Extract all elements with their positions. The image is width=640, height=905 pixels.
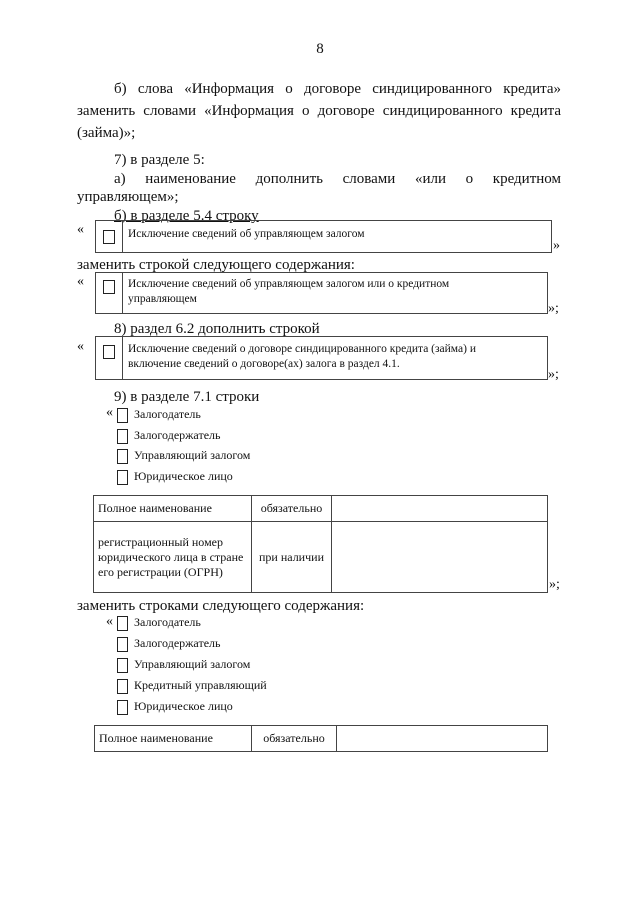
row-text: Исключение сведений об управляющем залогом bbox=[128, 228, 365, 240]
table-cell-value[interactable] bbox=[337, 726, 548, 752]
item8-heading: 8) раздел 6.2 дополнить строкой bbox=[114, 321, 320, 337]
row-text-line2: управляющем bbox=[128, 293, 197, 305]
old-checkbox-row bbox=[117, 447, 250, 464]
table-cell-value[interactable] bbox=[332, 522, 548, 593]
row-text-line1: Исключение сведений об управляющем залогом или о кредитном bbox=[128, 278, 450, 290]
table-row bbox=[95, 726, 548, 752]
checkbox-label: Управляющий залогом bbox=[134, 657, 251, 671]
checkbox[interactable] bbox=[117, 449, 128, 464]
checkbox-label: Залогодержатель bbox=[134, 636, 221, 650]
checkbox-label: Юридическое лицо bbox=[134, 469, 233, 483]
new-checkbox-row bbox=[117, 614, 201, 631]
checkbox[interactable] bbox=[117, 700, 128, 715]
item9-heading: 9) в разделе 7.1 строки bbox=[114, 389, 260, 405]
open-quote: « bbox=[106, 614, 113, 629]
checkbox[interactable] bbox=[117, 470, 128, 485]
old-checkbox-row bbox=[117, 427, 220, 444]
checkbox[interactable] bbox=[117, 408, 128, 423]
checkbox[interactable] bbox=[117, 658, 128, 673]
table-cell: Полное наименование bbox=[95, 726, 252, 752]
para-b-line2: заменить словами «Информация о договоре синдицированного кредита bbox=[77, 103, 561, 119]
new-row-6-2 bbox=[95, 336, 548, 380]
new-table bbox=[94, 725, 548, 752]
item7-heading: 7) в разделе 5: bbox=[114, 152, 205, 168]
page-number: 8 bbox=[316, 41, 324, 57]
open-quote: « bbox=[77, 222, 84, 237]
checkbox-label: Кредитный управляющий bbox=[134, 678, 267, 692]
replace-label-5-4: заменить строкой следующего содержания: bbox=[77, 257, 355, 273]
close-quote-semicolon: »; bbox=[549, 577, 560, 592]
item7-sub-a-line2: управляющем»; bbox=[77, 189, 179, 205]
table-cell: регистрационный номер юридического лица в стране его регистрации (ОГРН) bbox=[94, 522, 252, 593]
table-cell: при наличии bbox=[252, 522, 332, 593]
checkbox[interactable] bbox=[103, 230, 115, 244]
checkbox[interactable] bbox=[103, 280, 115, 294]
new-checkbox-row bbox=[117, 698, 233, 715]
para-b-line3: (займа)»; bbox=[77, 125, 136, 141]
checkbox[interactable] bbox=[103, 345, 115, 359]
table-cell: обязательно bbox=[252, 496, 332, 522]
checkbox-label: Залогодатель bbox=[134, 407, 201, 421]
checkbox-label: Управляющий залогом bbox=[134, 448, 251, 462]
checkbox-label: Залогодатель bbox=[134, 615, 201, 629]
old-checkbox-row bbox=[117, 406, 201, 423]
item7-sub-b: б) в разделе 5.4 строку bbox=[114, 208, 259, 224]
old-checkbox-row bbox=[117, 468, 233, 485]
checkbox[interactable] bbox=[117, 429, 128, 444]
para-b-line1: б) слова «Информация о договоре синдицированного кредита» bbox=[114, 81, 561, 97]
row-text-line1: Исключение сведений о договоре синдицированного кредита (займа) и bbox=[128, 343, 476, 355]
checkbox[interactable] bbox=[117, 616, 128, 631]
checkbox[interactable] bbox=[117, 679, 128, 694]
checkbox-cell bbox=[96, 221, 123, 252]
new-checkbox-row bbox=[117, 635, 220, 652]
old-table bbox=[93, 495, 548, 593]
checkbox-label: Залогодержатель bbox=[134, 428, 221, 442]
table-row bbox=[94, 496, 548, 522]
close-quote-semicolon: »; bbox=[548, 367, 559, 382]
new-checkbox-row bbox=[117, 677, 267, 694]
new-checkbox-row bbox=[117, 656, 250, 673]
close-quote-semicolon: »; bbox=[548, 301, 559, 316]
replace-label-7-1: заменить строками следующего содержания: bbox=[77, 598, 365, 614]
close-quote: » bbox=[553, 238, 560, 253]
checkbox[interactable] bbox=[117, 637, 128, 652]
checkbox-cell bbox=[96, 337, 123, 379]
row-text-line2: включение сведений о договоре(ах) залога в раздел 4.1. bbox=[128, 358, 400, 370]
open-quote: « bbox=[77, 274, 84, 289]
table-cell: Полное наименование bbox=[94, 496, 252, 522]
table-cell: обязательно bbox=[252, 726, 337, 752]
new-row-5-4 bbox=[95, 272, 548, 314]
open-quote: « bbox=[106, 405, 113, 420]
checkbox-cell bbox=[96, 273, 123, 313]
checkbox-label: Юридическое лицо bbox=[134, 699, 233, 713]
old-row-5-4 bbox=[95, 220, 552, 253]
table-row bbox=[94, 522, 548, 593]
item7-sub-a-line1: а) наименование дополнить словами «или о кредитном bbox=[114, 171, 561, 187]
table-cell-value[interactable] bbox=[332, 496, 548, 522]
open-quote: « bbox=[77, 339, 84, 354]
